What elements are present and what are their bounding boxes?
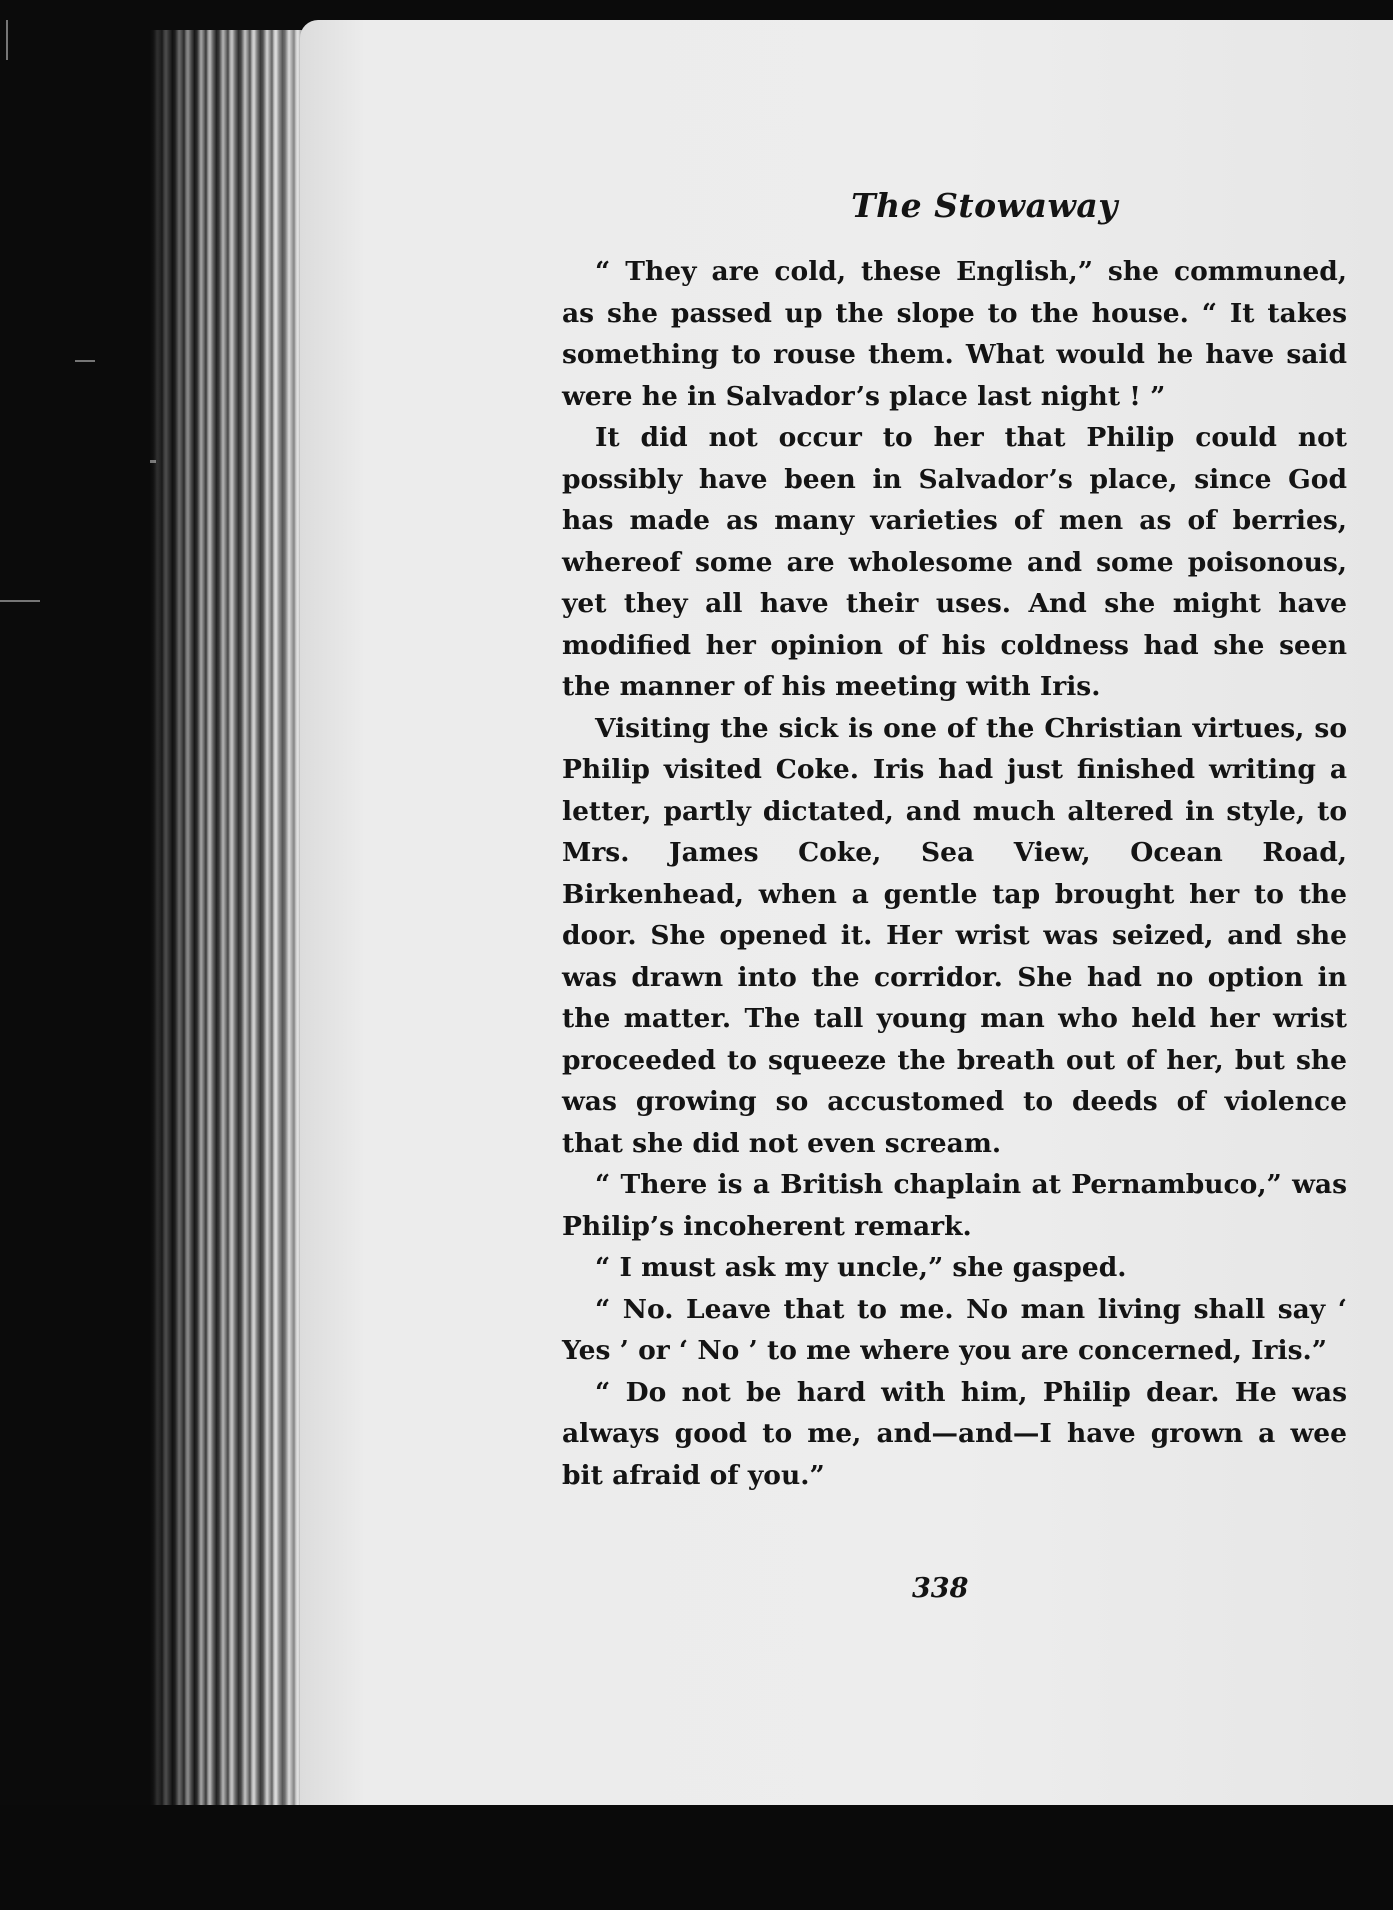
paragraph: Visiting the sick is one of the Christian virtues, so Philip visited Coke. Iris had just finished writing a letter, partly dictated, and much altered in style, to Mrs. James Coke, Sea View, Ocean Road, Birkenhead, when a gentle tap brought her to the door. She opened it. Her wrist was seized, and she was drawn into the corridor. She had no option in the matter. The tall young man who held her wrist proceeded to squeeze the breath out of her, but she was growing so accustomed to deeds of violence that she did not even scream. (562, 712, 1347, 1159)
edge-mark (0, 600, 40, 602)
edge-mark (150, 460, 156, 463)
running-head: The Stowaway (851, 186, 1118, 225)
edge-mark (6, 20, 8, 60)
page-text-block (562, 186, 1347, 1496)
page-number: 338 (912, 1573, 969, 1604)
paragraph: “ Do not be hard with him, Philip dear. He was always good to me, and—and—I have grown a wee bit afraid of you.” (562, 1376, 1347, 1491)
edge-mark (75, 360, 95, 362)
paragraph: “ I must ask my uncle,” she gasped. (595, 1252, 1127, 1283)
paragraph: “ There is a British chaplain at Pernambuco,” was Philip’s incoherent remark. (562, 1169, 1347, 1242)
paragraph: It did not occur to her that Philip could not possibly have been in Salvador’s place, since God has made as many varieties of men as of berries, whereof some are wholesome and some poisonous, yet they all have their uses. And she might have modified her opinion of his coldness had she seen the manner of his meeting with Iris. (562, 422, 1347, 702)
paragraph: “ No. Leave that to me. No man living shall say ‘ Yes ’ or ‘ No ’ to me where you are concerned, Iris.” (562, 1293, 1347, 1366)
gutter-shadow (150, 30, 320, 1820)
bottom-dark-border (0, 1805, 1393, 1910)
paragraph: “ They are cold, these English,” she communed, as she passed up the slope to the house. “ It takes something to rouse them. What would he have said were he in Salvador’s place last night ! ” (562, 256, 1347, 412)
